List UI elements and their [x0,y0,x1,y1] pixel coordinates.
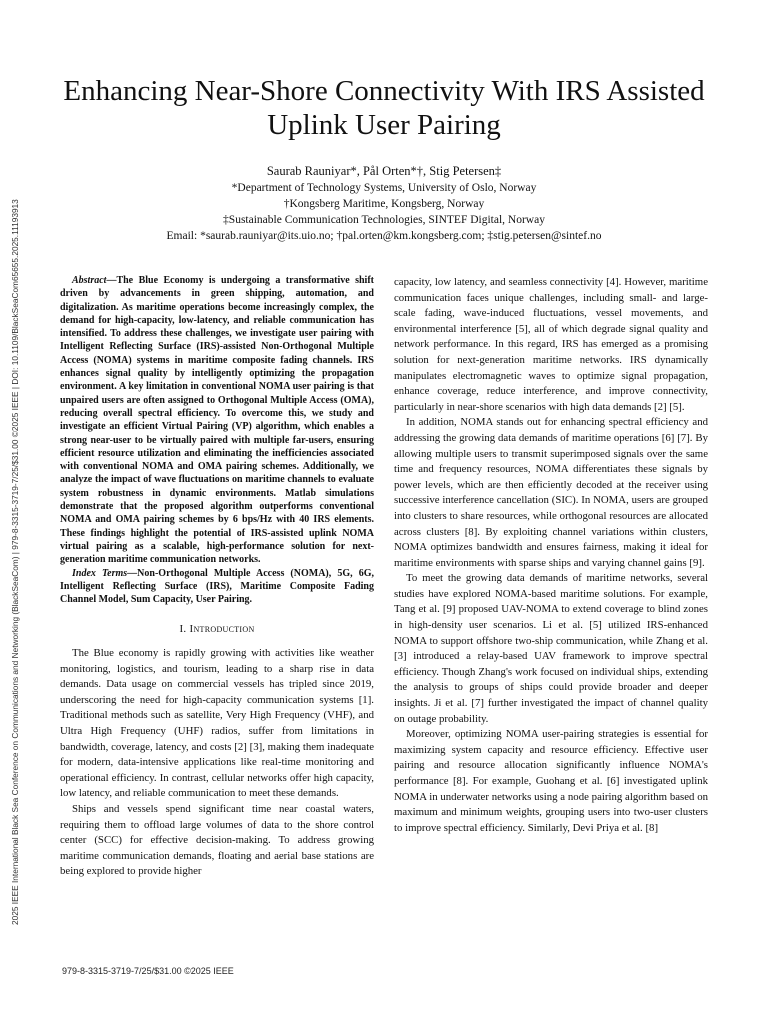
affiliation-uio: *Department of Technology Systems, University of Oslo, Norway [231,182,537,194]
index-terms-text: —Non-Orthogonal Multiple Access (NOMA), 5G, 6G, Intelligent Reflecting Surface (IRS), Maritime Composite Fading Channel Model, Sum Capacity, User Pairing. [60,567,374,606]
index-terms [60,567,374,607]
intro-paragraph: To meet the growing data demands of maritime networks, several studies have explored NOMA-based maritime solutions. For example, Tang et al. [9] proposed UAV-NOMA to extend coverage to blind zones in high-density user scenarios. Li et al. [5] utilized IRS-enhanced NOMA to support offshore two-ship communication, while Zhang et al. [3] introduced a relay-based UAV framework to improve spectral efficiency. Though Zhang's work focused on individual ships, extending the analysis to groups of ships could provide broader and deeper insights. Ji et al. [7] further investigated the impact of channel quality on outage probability. [394,572,708,725]
affiliations [60,180,708,244]
left-column [60,274,374,880]
affiliation-kongsberg: †Kongsberg Maritime, Kongsberg, Norway [283,198,485,210]
intro-paragraph: capacity, low latency, and seamless connectivity [4]. However, maritime communication faces unique challenges, including small- and large-scale fading, wave-induced fluctuations, vessel movements, and environmental interference [5], all of which degrade signal quality and network performance. In this regard, IRS has emerged as a promising solution for next-generation maritime networks. IRS dynamically manipulates electromagnetic waves to optimize signal propagation, enhance coverage, reduce interference, and improve connectivity, particularly in near-shore scenarios with high data demands [2] [5]. [394,276,708,413]
author-list: Saurab Rauniyar*, Pål Orten*†, Stig Petersen‡ [266,164,502,178]
intro-paragraph: Moreover, optimizing NOMA user-pairing strategies is essential for maximizing system capacity and resource efficiency. Effective user pairing and resource allocation significantly influence NOMA's performance [8]. For example, Guohang et al. [6] investigated uplink NOMA in underwater networks using a node pairing algorithm based on maximum and minimum weights, grouping users into two-user clusters to improve spectral efficiency. Similarly, Devi Priya et al. [8] [394,728,708,834]
intro-paragraph: Ships and vessels spend significant time near coastal waters, requiring them to offload large volumes of data to the shore control center (SCC) for effective decision-making. To address growing maritime communication demands, floating and aerial base stations are being explored to provide higher [60,802,374,878]
index-terms-lead: Index Terms [72,567,128,579]
abstract-text: —The Blue Economy is undergoing a transformative shift driven by advancements in green shipping, automation, and digitalization. As maritime operations become increasingly complex, the demand for high-capacity, low-latency, and reliable communication has intensified. To address these challenges, we investigate user pairing with Intelligent Reflecting Surface (IRS)-assisted Non-Orthogonal Multiple Access (NOMA) systems in maritime composite fading channels. IRS enhances signal quality by intelligently optimizing the propagation environment. A key limitation in conventional NOMA user pairing is that unpaired users are often assigned to Orthogonal Multiple Access (OMA), reducing overall spectral efficiency. To overcome this, we study and investigate an efficient Virtual Pairing (VP) algorithm, which enables a strong near-user to be virtually paired with multiple far-users, ensuring efficient resource utilization and eliminating the inefficiencies associated with conventional NOMA and OMA pairing schemes. Additionally, we analyze the impact of wave fluctuations on maritime channels to evaluate system robustness in dynamic environments. Matlab simulations demonstrate that the proposed algorithm outperforms conventional NOMA and OMA pairing schemes by 6 bps/Hz with 40 IRS elements. These findings highlight the potential of IRS-assisted uplink NOMA virtual pairing as a scalable, high-performance solution for next-generation maritime communication networks. [60,275,374,566]
intro-paragraph: The Blue economy is rapidly growing with activities like weather monitoring, logistics, and tourism, leading to a sharp rise in data demands. Data usage on commercial vessels has tripled since 2019, underscoring the need for high-capacity communication systems [1]. Traditional methods such as satellite, Very High Frequency (VHF), and Ultra High Frequency (UHF) radios, suffer from limitations in bandwidth, coverage, latency, and costs [2] [3], making them inadequate for modern, data-intensive applications like real-time monitoring and operational efficiency. In contrast, cellular networks offer high capacity, low latency, and reliable communication to meet these demands. [60,647,374,800]
paper-title: Enhancing Near-Shore Connectivity With IRS Assisted Uplink User Pairing [63,75,705,141]
right-column [394,275,708,836]
intro-paragraph: In addition, NOMA stands out for enhancing spectral efficiency and addressing the growing data demands of maritime operations [6] [7]. By allowing multiple users to transmit superimposed signals over the same time and frequency resources, NOMA differentiates these signals by power levels, which are then efficiently decoded at the receiver using successive interference cancellation (SIC). In NOMA, users are grouped into clusters to share resources, while orthogonal resources are allocated across clusters [8]. By exploiting channel variations within clusters, NOMA optimizes bandwidth and ensures fairness, making it ideal for maritime environments with sparse ships and varying channel gains [9]. [394,416,708,569]
copyright-footer: 979-8-3315-3719-7/25/$31.00 ©2025 IEEE [62,966,234,976]
side-margin-citation [10,95,26,925]
abstract [60,274,374,567]
side-citation-text: 2025 IEEE International Black Sea Conference on Communications and Networking (BlackSeaCom) | 979-8-3315-3719-7/25/$31.00 ©2025 IEEE | DOI: 10.1109/BlackSeaCom65655.2025.11193913 [10,199,20,925]
section-heading-introduction: I. Introduction [179,623,255,636]
affiliation-sintef: ‡Sustainable Communication Technologies, SINTEF Digital, Norway [223,214,545,226]
email-line: Email: *saurab.rauniyar@its.uio.no; †pal.orten@km.kongsberg.com; ‡stig.petersen@sintef.no [166,230,602,242]
abstract-lead: Abstract [72,275,107,286]
